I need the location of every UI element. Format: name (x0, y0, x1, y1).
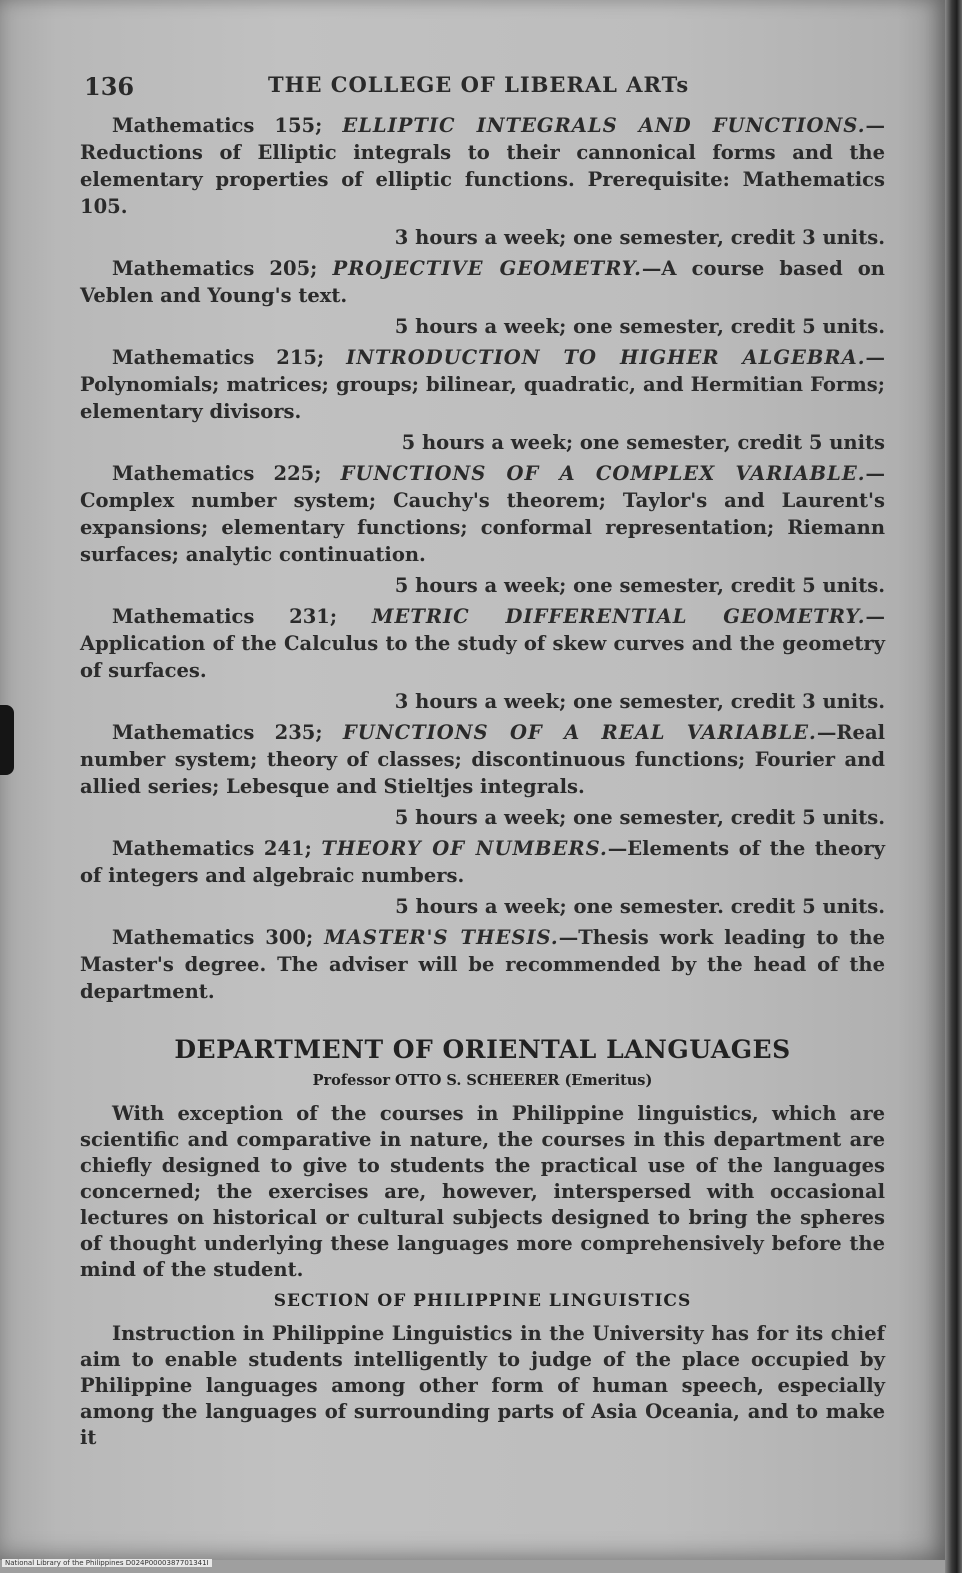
course-description (80, 112, 885, 220)
course-code: Mathematics 235; (112, 721, 323, 744)
course-title: INTRODUCTION TO HIGHER ALGEBRA. (346, 346, 866, 369)
course-description-text: —Elements of the theory of integers and algebraic numbers. (80, 837, 885, 887)
course-description (80, 924, 885, 1005)
course-schedule: 5 hours a week; one semester. credit 5 units. (395, 895, 885, 918)
page-content (80, 64, 885, 1451)
course-title: THEORY OF NUMBERS. (321, 837, 608, 860)
course-description-text: —Reductions of Elliptic integrals to their cannonical forms and the elementary properties of elliptic functions. Prerequisite: Mathematics 105. (80, 114, 885, 218)
course-description-text: —Thesis work leading to the Master's degree. The adviser will be recommended by the head of the department. (80, 926, 885, 1003)
course-code: Mathematics 300; (112, 926, 314, 949)
course-schedule: 5 hours a week; one semester, credit 5 units. (394, 806, 885, 829)
course-description-text: —Complex number system; Cauchy's theorem; Taylor's and Laurent's expansions; elementary functions; conformal representation; Riemann surfaces; analytic continuation. (80, 462, 886, 566)
course-entry (80, 719, 885, 831)
course-description (80, 344, 885, 425)
professor-line: Professor OTTO S. SCHEERER (Emeritus) (312, 1072, 653, 1089)
course-entry (80, 460, 885, 599)
course-description (80, 460, 885, 568)
course-title: FUNCTIONS OF A REAL VARIABLE. (342, 721, 817, 744)
department-intro: With exception of the courses in Philippine linguistics, which are scientific and comparative in nature, the courses in this department are chiefly designed to give to students the practical use of the languages concerned; the exercises are, however, interspersed with occasional lectures on historical or cultural subjects designed to bring the spheres of thought underlying these languages more comprehensively before the mind of the student. (80, 1102, 885, 1281)
page-header (80, 64, 885, 112)
course-schedule: 3 hours a week; one semester, credit 3 units. (394, 226, 885, 249)
section-heading: SECTION OF PHILIPPINE LINGUISTICS (273, 1291, 692, 1311)
course-entry (80, 835, 885, 920)
course-title: ELLIPTIC INTEGRALS AND FUNCTIONS. (342, 114, 866, 137)
course-description (80, 719, 885, 800)
course-schedule: 5 hours a week; one semester, credit 5 units. (394, 315, 885, 338)
course-schedule: 5 hours a week; one semester, credit 5 units (401, 431, 885, 454)
course-title: PROJECTIVE GEOMETRY. (332, 257, 642, 280)
edge-mark (0, 705, 14, 775)
course-entry (80, 603, 885, 715)
running-head: THE COLLEGE OF LIBERAL ARTs (268, 72, 690, 97)
course-description (80, 835, 885, 889)
section-text: Instruction in Philippine Linguistics in the University has for its chief aim to enable students intelligently to judge of the place occupied by Philippine languages among other form of human speech, especially among the languages of surrounding parts of Asia Oceania, and to make it (80, 1322, 885, 1449)
department-heading: DEPARTMENT OF ORIENTAL LANGUAGES (174, 1035, 791, 1064)
course-code: Mathematics 225; (112, 462, 322, 485)
book-spine-shadow (945, 0, 962, 1573)
course-title: FUNCTIONS OF A COMPLEX VARIABLE. (340, 462, 866, 485)
course-code: Mathematics 155; (112, 114, 323, 137)
course-code: Mathematics 231; (112, 605, 338, 628)
course-schedule: 5 hours a week; one semester, credit 5 units. (394, 574, 885, 597)
course-description (80, 255, 885, 309)
course-description-text: —Polynomials; matrices; groups; bilinear, quadratic, and Hermitian Forms; elementary divisors. (80, 346, 886, 423)
course-list (80, 112, 885, 1005)
page-number: 136 (84, 72, 135, 101)
course-entry (80, 255, 885, 340)
course-schedule: 3 hours a week; one semester, credit 3 units. (394, 690, 885, 713)
course-description-text: —A course based on Veblen and Young's text. (80, 257, 885, 307)
scan-footer: National Library of the Philippines D024P0000387701341I (2, 1559, 212, 1567)
course-description (80, 603, 885, 684)
course-entry (80, 112, 885, 251)
course-description-text: —Application of the Calculus to the study of skew curves and the geometry of surfaces. (80, 605, 885, 682)
course-title: MASTER'S THESIS. (324, 926, 559, 949)
course-code: Mathematics 215; (112, 346, 325, 369)
course-code: Mathematics 205; (112, 257, 318, 280)
course-entry (80, 924, 885, 1005)
course-code: Mathematics 241; (112, 837, 312, 860)
course-title: METRIC DIFFERENTIAL GEOMETRY. (371, 605, 866, 628)
course-entry (80, 344, 885, 456)
course-description-text: —Real number system; theory of classes; discontinuous functions; Fourier and allied series; Lebesque and Stieltjes integrals. (80, 721, 885, 798)
